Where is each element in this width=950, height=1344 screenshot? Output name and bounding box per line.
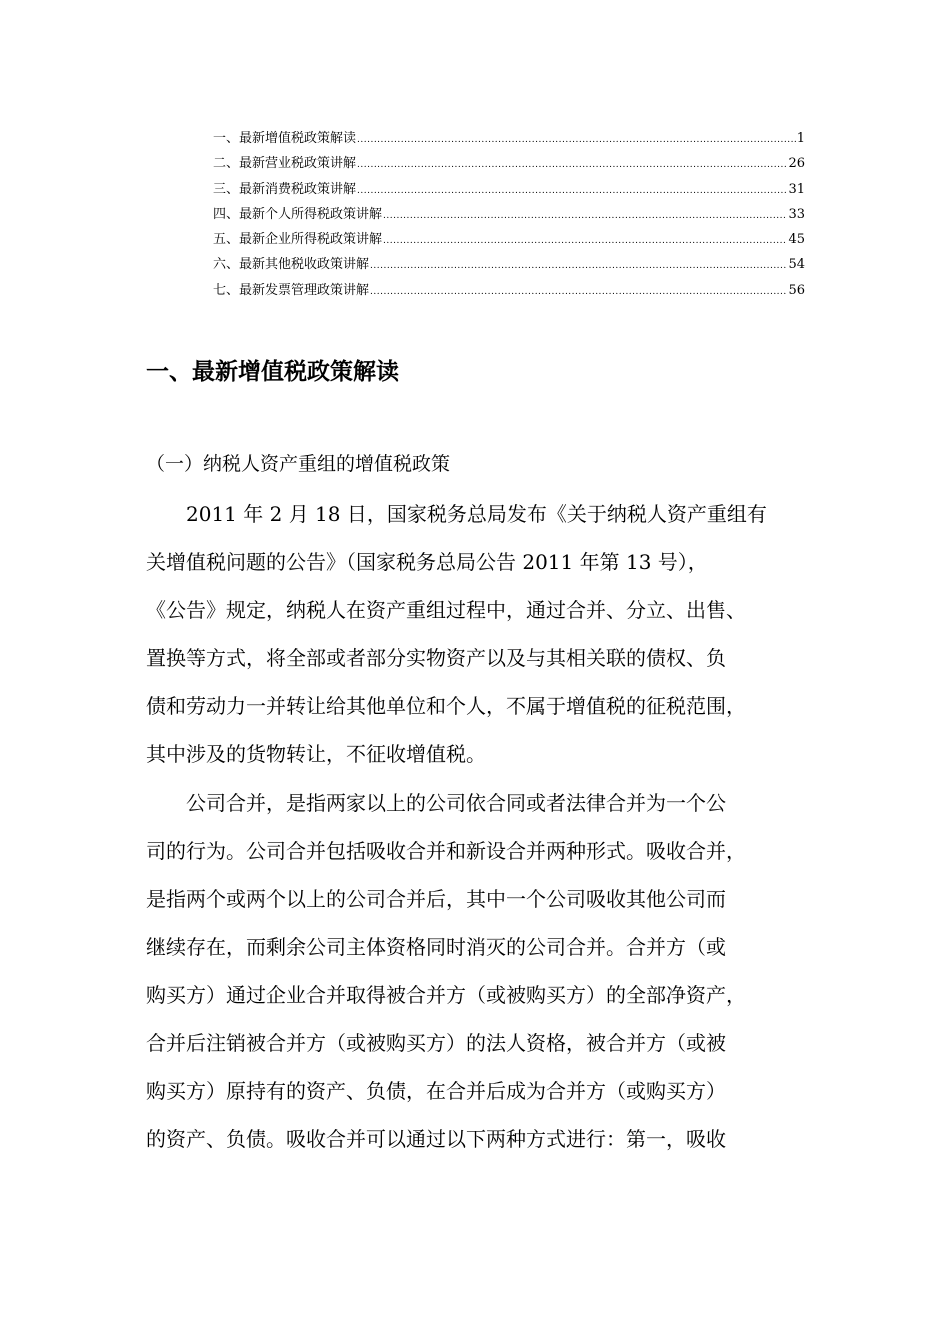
paragraph-line: 继续存在，而剩余公司主体资格同时消灭的公司合并。合并方（或 — [146, 934, 726, 959]
paragraph-line: 购买方）通过企业合并取得被合并方（或被购买方）的全部净资产， — [146, 982, 746, 1007]
toc-entry[interactable] — [213, 278, 805, 303]
section-heading: 一、最新增值税政策解读 — [146, 358, 399, 385]
toc-leader-dots — [370, 280, 787, 305]
paragraph-line: 其中涉及的货物转让，不征收增值税。 — [146, 742, 486, 767]
toc-entry-label: 七、最新发票管理政策讲解 — [213, 282, 370, 298]
toc-entry[interactable] — [213, 151, 805, 176]
toc-entry[interactable] — [213, 202, 805, 227]
paragraph-line: 合并后注销被合并方（或被购买方）的法人资格，被合并方（或被 — [146, 1031, 726, 1056]
body-text — [146, 490, 826, 1163]
toc-entry-page: 26 — [788, 156, 805, 172]
toc-entry-label: 五、最新企业所得税政策讲解 — [213, 232, 383, 248]
toc-leader-dots — [357, 179, 787, 204]
toc-leader-dots — [357, 153, 787, 178]
toc-leader-dots — [370, 254, 787, 279]
toc-entry-page: 45 — [788, 232, 805, 248]
toc-entry[interactable] — [213, 227, 805, 252]
toc-entry-label: 三、最新消费税政策讲解 — [213, 181, 357, 197]
toc-entry-label: 四、最新个人所得税政策讲解 — [213, 206, 383, 222]
paragraph-line: 关增值税问题的公告》（国家税务总局公告 2011 年第 13 号）， — [146, 550, 708, 575]
toc-entry[interactable] — [213, 177, 805, 202]
paragraph-line: 购买方）原持有的资产、负债，在合并后成为合并方（或购买方） — [146, 1079, 726, 1104]
table-of-contents — [213, 126, 805, 303]
paragraph-line: 2011 年 2 月 18 日，国家税务总局发布《关于纳税人资产重组有 — [186, 502, 767, 526]
paragraph-line: 司的行为。公司合并包括吸收合并和新设合并两种形式。吸收合并， — [146, 838, 746, 863]
paragraph-line: 《公告》规定，纳税人在资产重组过程中，通过合并、分立、出售、 — [146, 598, 746, 623]
paragraph-line: 的资产、负债。吸收合并可以通过以下两种方式进行：第一，吸收 — [146, 1127, 726, 1152]
toc-entry-page: 54 — [788, 257, 805, 273]
toc-leader-dots — [383, 229, 787, 254]
toc-leader-dots — [383, 204, 787, 229]
subsection-heading: （一）纳税人资产重组的增值税政策 — [146, 453, 451, 475]
toc-entry-page: 33 — [788, 206, 805, 222]
toc-entry-page: 1 — [796, 131, 805, 146]
paragraph-line: 债和劳动力一并转让给其他单位和个人，不属于增值税的征税范围， — [146, 694, 746, 719]
toc-entry[interactable] — [213, 252, 805, 277]
toc-entry-label: 一、最新增值税政策解读 — [213, 131, 357, 146]
paragraph-line: 公司合并，是指两家以上的公司依合同或者法律合并为一个公 — [186, 790, 726, 815]
toc-entry[interactable] — [213, 126, 805, 151]
paragraph-line: 是指两个或两个以上的公司合并后，其中一个公司吸收其他公司而 — [146, 886, 726, 911]
toc-entry-label: 六、最新其他税收政策讲解 — [213, 257, 370, 273]
toc-leader-dots — [357, 128, 796, 153]
toc-entry-page: 56 — [788, 282, 805, 298]
paragraph-line: 置换等方式，将全部或者部分实物资产以及与其相关联的债权、负 — [146, 646, 726, 671]
toc-entry-label: 二、最新营业税政策讲解 — [213, 156, 357, 172]
toc-entry-page: 31 — [788, 181, 805, 197]
